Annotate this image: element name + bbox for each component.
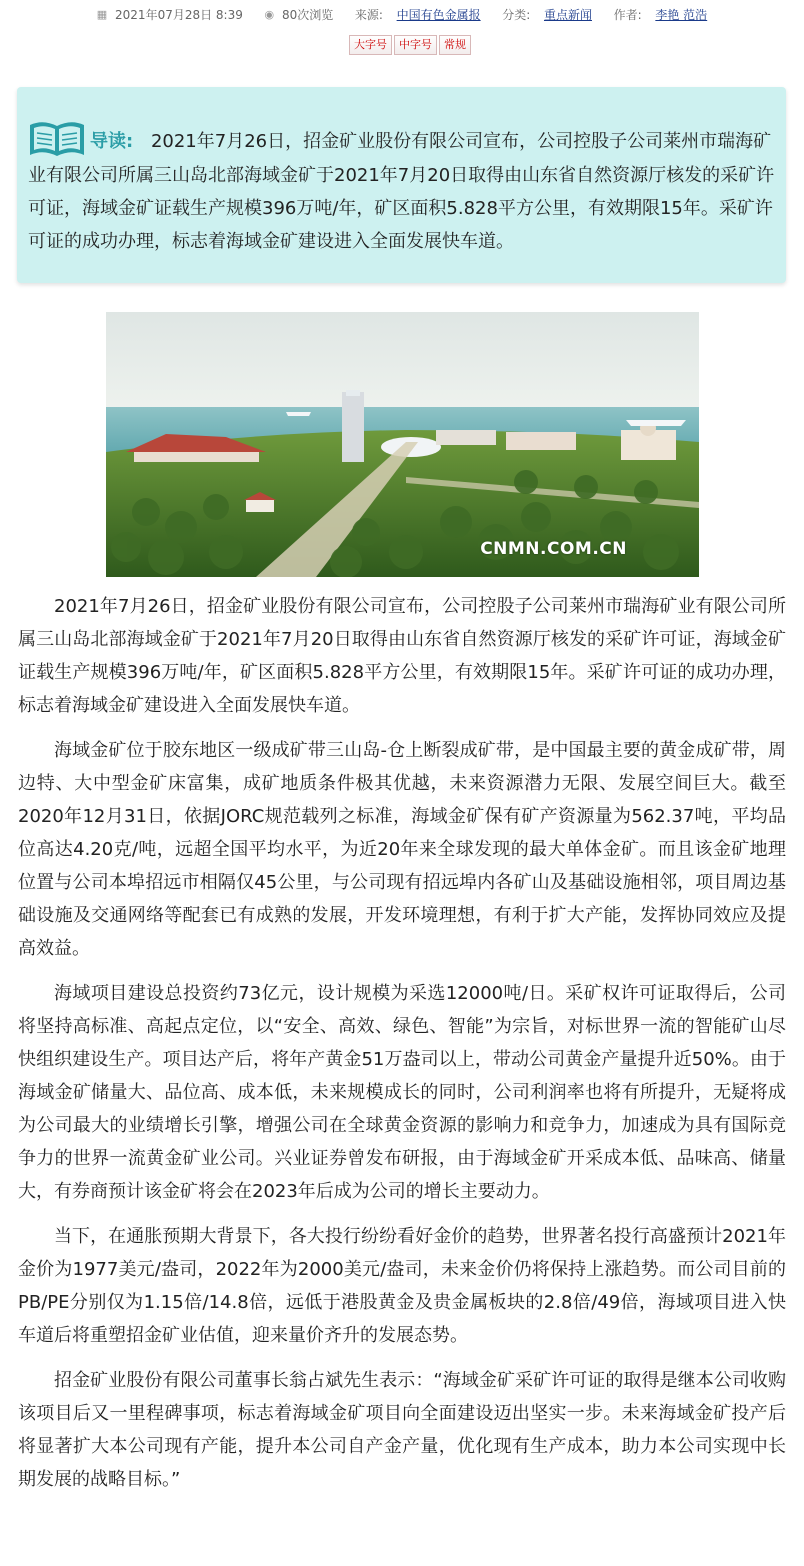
category-link[interactable]: 重点新闻 — [543, 8, 592, 22]
author-label: 作者: — [613, 8, 642, 22]
medium-font-button[interactable]: 中字号 — [394, 35, 437, 55]
open-book-icon — [28, 117, 86, 159]
category-label: 分类: — [502, 8, 531, 22]
paragraph: 海域项目建设总投资约73亿元，设计规模为采选12000吨/日。采矿权许可证取得后，公司将坚持高标准、高起点定位，以“安全、高效、绿色、智能”为宗旨，对标世界一流的智能矿山尽快组织建设生产。项目达产后，将年产黄金51万盎司以上，带动公司黄金产量提升近50%。由于海域金矿储量大、品位高、成本低，未来规模成长的同时，公司利润率也将有所提升，无疑将成为公司最大的业绩增长引擎，增强公司在全球黄金资源的影响力和竞争力，加速成为具有国际竞争力的世界一流黄金矿业公司。兴业证券曾发布研报，由于海域金矿开采成本低、品味高、储量大，有券商预计该金矿将会在2023年后成为公司的增长主要动力。 — [18, 983, 786, 1202]
paragraph: 招金矿业股份有限公司董事长翁占斌先生表示：“海域金矿采矿许可证的取得是继本公司收购该项目后又一里程碑事项，标志着海域金矿项目向全面建设迈出坚实一步。未来海域金矿投产后将显著扩大本公司现有产能，提升本公司自产金产量，优化现有生产成本，助力本公司实现中长期发展的战略目标。” — [18, 1370, 786, 1490]
publish-date: 2021年07月28日 8:39 — [115, 8, 243, 22]
calendar-icon: ▦ — [96, 8, 108, 21]
photo-watermark: CNMN.COM.CN — [480, 539, 627, 559]
large-font-button[interactable]: 大字号 — [349, 35, 392, 55]
lead-summary-box — [17, 87, 786, 283]
source-label: 来源: — [354, 8, 383, 22]
lead-text: 2021年7月26日，招金矿业股份有限公司宣布，公司控股子公司莱州市瑞海矿业有限公司所属三山岛北部海域金矿于2021年7月20日取得由山东省自然资源厅核发的采矿许可证，海域金矿证载生产规模396万吨/年，矿区面积5.828平方公里，有效期限15年。采矿许可证的成功办理，标志着海域金矿建设进入全面发展快车道。 — [28, 131, 775, 252]
paragraph: 当下，在通胀预期大背景下，各大投行纷纷看好金价的趋势，世界著名投行高盛预计2021年金价为1977美元/盎司，2022年为2000美元/盎司，未来金价仍将保持上涨趋势。而公司目前的PB/PE分别仅为1.15倍/14.8倍，远低于港股黄金及贵金属板块的2.8倍/49倍，海域项目进入快车道后将重塑招金矿业估值，迎来量价齐升的发展态势。 — [18, 1226, 786, 1346]
article-body — [18, 590, 786, 1508]
eye-icon: ◉ — [264, 8, 275, 21]
font-size-switcher — [349, 35, 471, 55]
normal-font-button[interactable]: 常规 — [439, 35, 471, 55]
article-meta — [0, 6, 804, 23]
source-link[interactable]: 中国有色金属报 — [396, 8, 481, 22]
view-count: 80次浏览 — [281, 8, 334, 22]
article-photo — [106, 312, 699, 577]
lead-title: 导读: — [90, 131, 134, 152]
author-link[interactable]: 李艳 范浩 — [655, 8, 708, 22]
paragraph: 海域金矿位于胶东地区一级成矿带三山岛-仓上断裂成矿带，是中国最主要的黄金成矿带，周边特、大中型金矿床富集，成矿地质条件极其优越，未来资源潜力无限、发展空间巨大。截至2020年12月31日，依据JORC规范载列之标准，海域金矿保有矿产资源量为562.37吨，平均品位高达4.20克/吨，远超全国平均水平，为近20年来全球发现的最大单体金矿。而且该金矿地理位置与公司本埠招远市相隔仅45公里，与公司现有招远埠内各矿山及基础设施相邻，项目周边基础设施及交通网络等配套已有成熟的发展，开发环境理想，有利于扩大产能，发挥协同效应及提高效益。 — [18, 740, 786, 959]
paragraph: 2021年7月26日，招金矿业股份有限公司宣布，公司控股子公司莱州市瑞海矿业有限公司所属三山岛北部海域金矿于2021年7月20日取得由山东省自然资源厅核发的采矿许可证，海域金矿证载生产规模396万吨/年，矿区面积5.828平方公里，有效期限15年。采矿许可证的成功办理，标志着海域金矿建设进入全面发展快车道。 — [18, 596, 786, 716]
